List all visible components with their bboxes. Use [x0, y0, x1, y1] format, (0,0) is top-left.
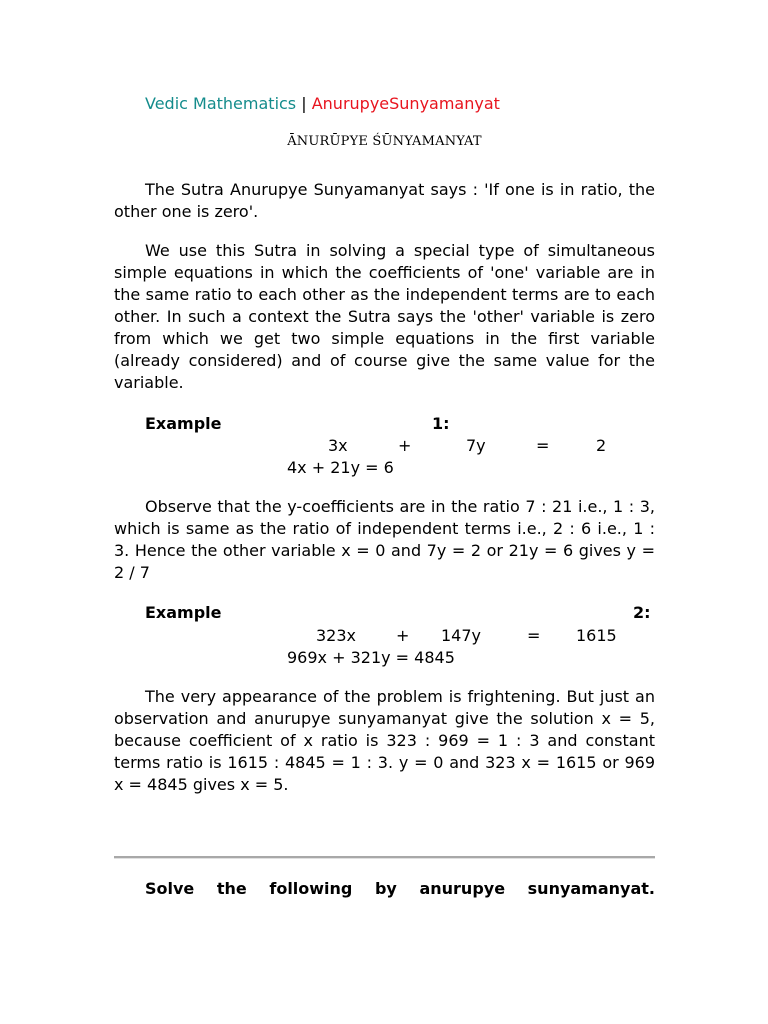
eq-term: 323x — [316, 626, 357, 645]
eq-term: 3x — [328, 436, 348, 455]
example-2-explanation: The very appearance of the problem is frightening. But just an observation and anurupye sunyamanyat give the solution x = 5, because coefficient of x ratio is 323 : 969 = 1 : 3 and constant terms ratio is 1615 : 4845 = 1 : 3. y = 0 and 323 x = 1615 or 969 x = 4845 gives x = 5. — [114, 687, 655, 794]
breadcrumb-current-page[interactable]: AnurupyeSunyamanyat — [311, 94, 500, 113]
example-1-label: Example — [145, 414, 222, 433]
exercise-heading: Solve the following by anurupye sunyamanyat. — [145, 879, 655, 898]
example-1-equation-2: 4x + 21y = 6 — [287, 458, 394, 477]
breadcrumb-link-vedic-mathematics[interactable]: Vedic Mathematics — [145, 94, 297, 113]
eq-equals: = — [536, 436, 550, 455]
eq-term: 147y — [441, 626, 482, 645]
section-subheading: ĀNURŪPYE ŚŪNYAMANYAT — [287, 134, 482, 149]
example-2-number: 2: — [633, 603, 651, 622]
usage-paragraph: We use this Sutra in solving a special type of simultaneous simple equations in which the coefficients of 'one' variable are in the same ratio to each other as the independent terms are to each other. In such a context the Sutra says the 'other' variable is zero from which we get two simple equations in the first variable (already considered) and of course give the same value for the variable. — [114, 241, 655, 392]
eq-term: 2 — [596, 436, 607, 455]
horizontal-divider — [114, 856, 655, 859]
example-2-label: Example — [145, 603, 222, 622]
eq-operator: + — [398, 436, 412, 455]
example-1-equation-1 — [114, 435, 655, 457]
eq-equals: = — [527, 626, 541, 645]
eq-operator: + — [396, 626, 410, 645]
eq-term: 1615 — [576, 626, 617, 645]
breadcrumb — [145, 94, 500, 113]
intro-paragraph: The Sutra Anurupye Sunyamanyat says : 'If one is in ratio, the other one is zero'. — [114, 180, 655, 221]
example-1-number: 1: — [432, 414, 450, 433]
breadcrumb-separator: | — [301, 94, 307, 113]
example-1-explanation: Observe that the y-coefficients are in the ratio 7 : 21 i.e., 1 : 3, which is same as the ratio of independent terms i.e., 2 : 6 i.e., 1 : 3. Hence the other variable x = 0 and 7y = 2 or 21y = 6 gives y = 2 / 7 — [114, 497, 655, 582]
example-2-equation-2: 969x + 321y = 4845 — [287, 648, 455, 667]
example-2-equation-1 — [114, 625, 655, 647]
eq-term: 7y — [466, 436, 486, 455]
